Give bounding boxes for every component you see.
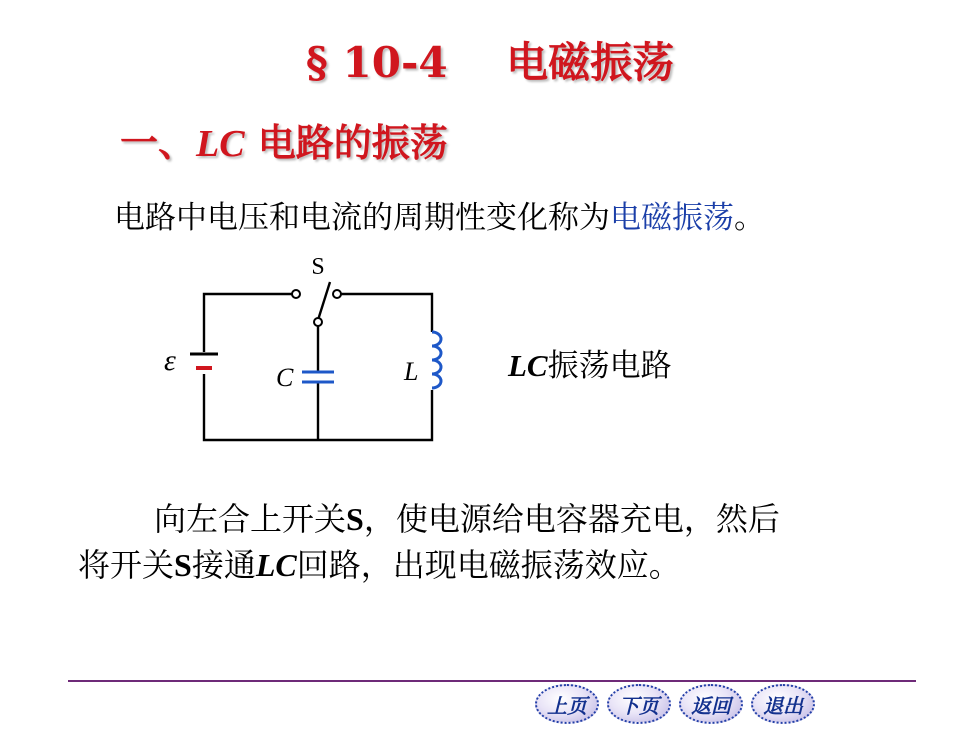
footer-divider (68, 680, 916, 682)
wire-top-right (340, 294, 432, 332)
circuit-caption (508, 340, 672, 385)
paragraph-text: 接通 (191, 546, 256, 584)
emf-label: ε (164, 344, 176, 377)
switch-ref: S (174, 547, 192, 583)
switch-contact-left (292, 290, 300, 298)
paragraph-text: 将开关 (78, 546, 175, 584)
nav-bar (535, 684, 815, 724)
section-lc: LC (196, 123, 245, 165)
definition-highlight: 电磁振荡 (610, 200, 734, 236)
switch-label: S (311, 254, 325, 280)
definition-text (114, 192, 765, 237)
switch-blade (318, 282, 330, 320)
section-rest: 电路的振荡 (244, 120, 448, 165)
wire-top-left (204, 294, 292, 352)
paragraph-text: ，使电源给电容器充电，然后 (363, 500, 780, 538)
definition-end: 。 (734, 200, 765, 236)
section-heading (120, 112, 448, 167)
lc-ref: LC (255, 547, 297, 583)
page-title: § 10-4 电磁振荡 (305, 38, 675, 87)
switch-contact-right (333, 290, 341, 298)
paragraph-text: 向左合上开关 (154, 500, 347, 538)
caption-lc: LC (508, 348, 548, 383)
lc-circuit-diagram (150, 248, 460, 448)
prev-page-button[interactable]: 上页 (535, 684, 599, 724)
switch-ref: S (346, 501, 364, 537)
inductor-coil (432, 332, 441, 388)
exit-button[interactable]: 退出 (751, 684, 815, 724)
paragraph-text: 回路，出现电磁振荡效应。 (296, 546, 681, 584)
switch-pivot (314, 318, 322, 326)
back-button[interactable]: 返回 (679, 684, 743, 724)
next-page-button[interactable]: 下页 (607, 684, 671, 724)
inductor-label: L (404, 357, 419, 386)
definition-body: 电路中电压和电流的周期性变化称为 (114, 200, 610, 236)
section-prefix: 一、 (120, 120, 197, 165)
capacitor-label: C (276, 363, 294, 392)
caption-rest: 振荡电路 (547, 348, 672, 384)
explanation-paragraph (78, 496, 908, 588)
paragraph-line-1 (78, 496, 908, 542)
paragraph-line-2 (78, 542, 908, 588)
